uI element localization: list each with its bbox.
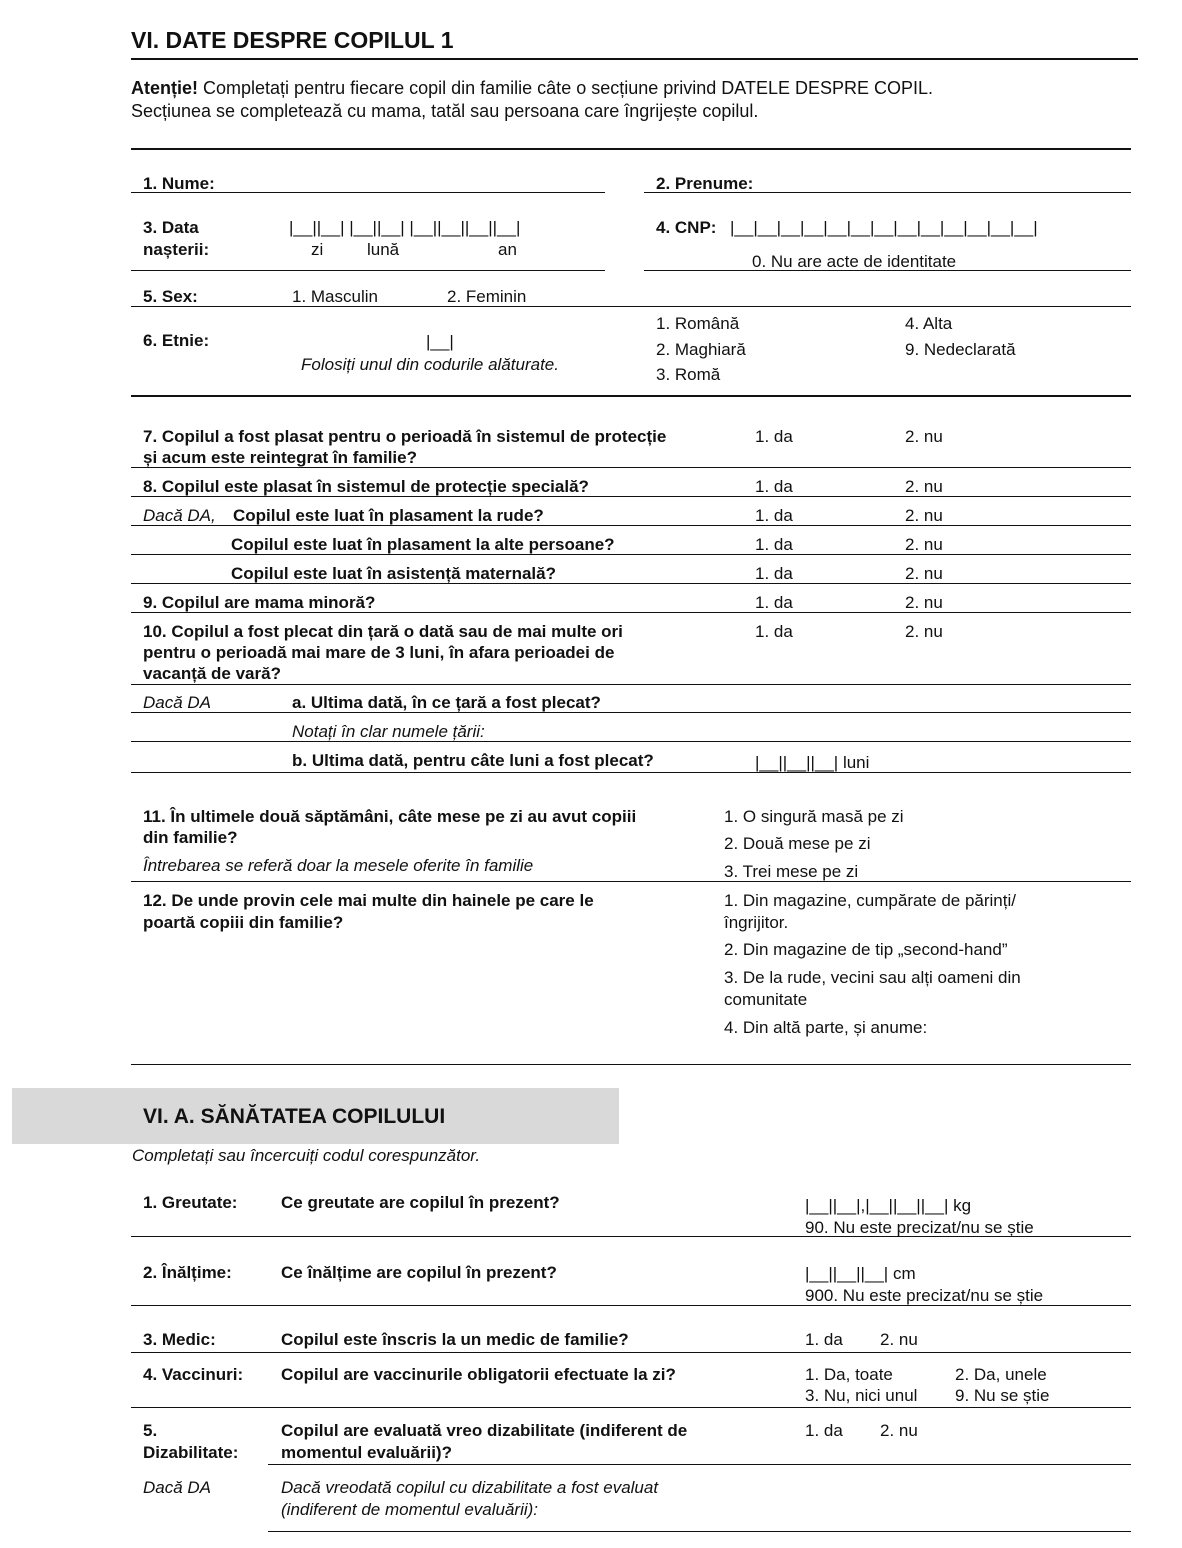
attention-label: Atenție! [131, 78, 198, 98]
cnp-label: 4. CNP: [656, 218, 717, 237]
h5-answer-da[interactable]: 1. da [805, 1421, 843, 1440]
etnie-hint: Folosiți unul din codurile alăturate. [301, 355, 559, 374]
divider [131, 612, 1131, 613]
q8a-answer-da[interactable]: 1. da [755, 506, 793, 525]
health-title: VI. A. SĂNĂTATEA COPILULUI [143, 1105, 446, 1128]
q11-text: 11. În ultimele două săptămâni, câte mese pe zi au avut copiii [143, 807, 637, 826]
title-underline [131, 58, 1138, 60]
divider [131, 772, 1131, 773]
divider [131, 1407, 1131, 1408]
h2-label: 2. Înălțime: [143, 1263, 232, 1282]
etnie-option[interactable]: 2. Maghiară [656, 340, 746, 359]
data-nasterii-label-2: nașterii: [143, 240, 210, 259]
q10b-months-boxes[interactable]: |__||__||__| luni [755, 753, 870, 772]
divider [131, 1064, 1131, 1065]
q12-text-2: poartă copiii din familie? [143, 913, 344, 932]
divider [131, 496, 1131, 497]
q8b-text: Copilul este luat în plasament la alte persoane? [231, 535, 615, 554]
q8c-answer-da[interactable]: 1. da [755, 564, 793, 583]
h5-question: Copilul are evaluată vreo dizabilitate (indiferent de [281, 1421, 688, 1440]
divider [131, 148, 1131, 150]
attention-text-2: Secțiunea se completează cu mama, tatăl sau persoana care îngrijește copilul. [131, 101, 759, 121]
q9-answer-da[interactable]: 1. da [755, 593, 793, 612]
etnie-box[interactable]: |__| [426, 332, 454, 351]
sex-label: 5. Sex: [143, 287, 198, 306]
section-title: VI. DATE DESPRE COPILUL 1 [131, 27, 454, 53]
divider [131, 467, 1131, 468]
divider [644, 270, 1131, 271]
birthdate-boxes[interactable]: |__||__| |__||__| |__||__||__||__| [289, 218, 521, 237]
q7-text: 7. Copilul a fost plasat pentru o perioadă în sistemul de protecție [143, 427, 667, 446]
q12-option-cont: îngrijitor. [724, 913, 789, 932]
data-nasterii-label: 3. Data [143, 218, 199, 237]
q7-answer-da[interactable]: 1. da [755, 427, 793, 446]
q11-option[interactable]: 3. Trei mese pe zi [724, 862, 859, 881]
h1-weight-boxes[interactable]: |__||__|,|__||__||__| kg [805, 1196, 972, 1215]
q10-text-3: vacanță de vară? [143, 664, 281, 683]
h4-option[interactable]: 3. Nu, nici unul [805, 1386, 918, 1405]
h3-answer-da[interactable]: 1. da [805, 1330, 843, 1349]
h4-option[interactable]: 9. Nu se știe [955, 1386, 1050, 1405]
q12-text: 12. De unde provin cele mai multe din hainele pe care le [143, 891, 594, 910]
etnie-option[interactable]: 1. Română [656, 314, 740, 333]
q12-option[interactable]: 3. De la rude, vecini sau alți oameni din [724, 968, 1021, 987]
divider [131, 554, 1131, 555]
h1-question: Ce greutate are copilul în prezent? [281, 1193, 560, 1212]
q8-answer-da[interactable]: 1. da [755, 477, 793, 496]
q8c-answer-nu[interactable]: 2. nu [905, 564, 943, 583]
q9-text: 9. Copilul are mama minoră? [143, 593, 376, 612]
an-caption: an [498, 240, 517, 259]
attention-text: Completați pentru fiecare copil din familie câte o secțiune privind DATELE DESPRE COPIL. [203, 78, 934, 98]
sex-option-feminin[interactable]: 2. Feminin [447, 287, 527, 306]
q9-answer-nu[interactable]: 2. nu [905, 593, 943, 612]
q8b-answer-nu[interactable]: 2. nu [905, 535, 943, 554]
q10-daca-da: Dacă DA [143, 693, 212, 712]
q10-text: 10. Copilul a fost plecat din țară o dată sau de mai multe ori [143, 622, 623, 641]
h1-label: 1. Greutate: [143, 1193, 238, 1212]
q11-option[interactable]: 1. O singură masă pe zi [724, 807, 904, 826]
h5-followup-2: (indiferent de momentul evaluării): [281, 1500, 539, 1519]
divider [131, 712, 1131, 713]
q11-option[interactable]: 2. Două mese pe zi [724, 834, 871, 853]
h2-question: Ce înălțime are copilul în prezent? [281, 1263, 557, 1282]
h5-daca-da: Dacă DA [143, 1478, 212, 1497]
cnp-boxes[interactable]: |__|__|__|__|__|__|__|__|__|__|__|__|__| [730, 218, 1038, 237]
h5-answer-nu[interactable]: 2. nu [880, 1421, 918, 1440]
h2-none-option[interactable]: 900. Nu este precizat/nu se știe [805, 1286, 1044, 1305]
cnp-none-option[interactable]: 0. Nu are acte de identitate [752, 252, 957, 271]
h4-label: 4. Vaccinuri: [143, 1365, 244, 1384]
q10a-hint: Notați în clar numele țării: [292, 722, 485, 741]
zi-caption: zi [311, 240, 324, 259]
divider [131, 1305, 1131, 1306]
divider [131, 583, 1131, 584]
divider [268, 1531, 1131, 1532]
etnie-option[interactable]: 9. Nedeclarată [905, 340, 1016, 359]
q10-text-2: pentru o perioadă mai mare de 3 luni, în afara perioadei de [143, 643, 615, 662]
q8-answer-nu[interactable]: 2. nu [905, 477, 943, 496]
h1-none-option[interactable]: 90. Nu este precizat/nu se știe [805, 1218, 1034, 1237]
etnie-option[interactable]: 4. Alta [905, 314, 953, 333]
divider [131, 525, 1131, 526]
q7-text-2: și acum este reintegrat în familie? [143, 448, 417, 467]
etnie-option[interactable]: 3. Romă [656, 365, 721, 384]
luna-caption: lună [367, 240, 400, 259]
q8-daca-da: Dacă DA, [143, 506, 216, 525]
q8a-answer-nu[interactable]: 2. nu [905, 506, 943, 525]
h5-question-2: momentul evaluării)? [281, 1443, 452, 1462]
etnie-label: 6. Etnie: [143, 331, 210, 350]
q7-answer-nu[interactable]: 2. nu [905, 427, 943, 446]
q10a-text: a. Ultima dată, în ce țară a fost plecat? [292, 693, 601, 712]
h4-question: Copilul are vaccinurile obligatorii efectuate la zi? [281, 1365, 676, 1384]
h3-label: 3. Medic: [143, 1330, 216, 1349]
divider [131, 684, 1131, 685]
h2-height-boxes[interactable]: |__||__||__| cm [805, 1264, 916, 1283]
h4-option[interactable]: 1. Da, toate [805, 1365, 893, 1384]
q10b-text: b. Ultima dată, pentru câte luni a fost plecat? [292, 751, 654, 770]
health-instructions: Completați sau încercuiți codul corespunzător. [132, 1146, 481, 1165]
nume-field[interactable] [131, 192, 605, 193]
q10-answer-da[interactable]: 1. da [755, 622, 793, 641]
q12-option-cont: comunitate [724, 990, 808, 1009]
h4-option[interactable]: 2. Da, unele [955, 1365, 1047, 1384]
divider [268, 1464, 1131, 1465]
divider [131, 395, 1131, 397]
q8-text: 8. Copilul este plasat în sistemul de protecție specială? [143, 477, 589, 496]
h5-label-2: Dizabilitate: [143, 1443, 239, 1462]
divider [131, 306, 1131, 307]
divider [131, 1236, 1131, 1237]
attention-paragraph [131, 77, 1137, 123]
q10-answer-nu[interactable]: 2. nu [905, 622, 943, 641]
q8a-text: Copilul este luat în plasament la rude? [233, 506, 544, 525]
q11-text-2: din familie? [143, 828, 238, 847]
divider [131, 270, 605, 271]
q11-hint: Întrebarea se referă doar la mesele oferite în familie [143, 856, 534, 875]
q12-option[interactable]: 4. Din altă parte, și anume: [724, 1018, 928, 1037]
h3-question: Copilul este înscris la un medic de familie? [281, 1330, 629, 1349]
h5-label: 5. [143, 1421, 158, 1440]
sex-option-masculin[interactable]: 1. Masculin [292, 287, 378, 306]
prenume-label: 2. Prenume: [656, 174, 754, 193]
q12-option[interactable]: 2. Din magazine de tip „second-hand” [724, 940, 1008, 959]
prenume-field[interactable] [644, 192, 1131, 193]
q8b-answer-da[interactable]: 1. da [755, 535, 793, 554]
q12-option[interactable]: 1. Din magazine, cumpărate de părinți/ [724, 891, 1016, 910]
h3-answer-nu[interactable]: 2. nu [880, 1330, 918, 1349]
divider [131, 881, 1131, 882]
h5-followup: Dacă vreodată copilul cu dizabilitate a fost evaluat [281, 1478, 659, 1497]
divider [131, 1352, 1131, 1353]
q8c-text: Copilul este luat în asistență maternală? [231, 564, 556, 583]
q10a-country-field[interactable] [131, 741, 1131, 742]
nume-label: 1. Nume: [143, 174, 215, 193]
